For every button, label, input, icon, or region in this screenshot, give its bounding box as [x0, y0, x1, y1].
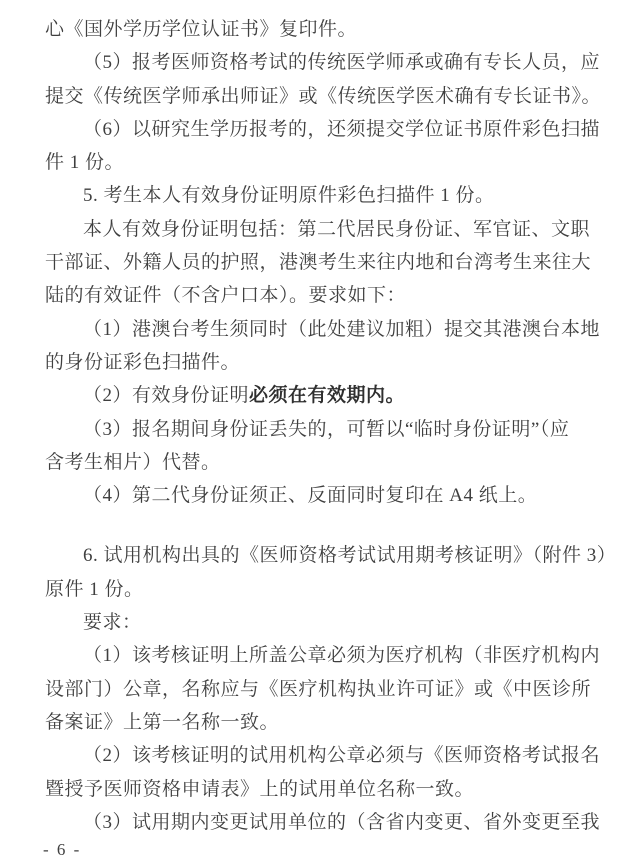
text-line-content: （3）试用期内变更试用单位的（含省内变更、省外变更至我 — [83, 811, 601, 833]
text-line — [45, 80, 602, 113]
text-line — [45, 413, 591, 446]
text-line — [45, 806, 601, 839]
text-line-content: 原件 1 份。 — [45, 578, 144, 600]
text-line — [45, 13, 591, 46]
document-body — [45, 13, 617, 839]
text-line — [45, 279, 591, 312]
text-line-content: 暨授予医师资格申请表》上的试用单位名称一致。 — [45, 778, 475, 800]
text-line-content: （1）港澳台考生须同时（此处建议加粗）提交其港澳台本地 — [83, 318, 601, 340]
text-line — [45, 146, 591, 179]
text-line — [45, 46, 601, 79]
text-line-content: 的身份证彩色扫描件。 — [45, 351, 241, 373]
text-line-content: （2）有效身份证明 — [83, 385, 250, 407]
text-line-content: （1）该考核证明上所盖公章必须为医疗机构（非医疗机构内 — [83, 645, 601, 667]
text-line-content: 备案证》上第一名称一致。 — [45, 711, 280, 733]
text-line-content: （6）以研究生学历报考的，还须提交学位证书原件彩色扫描 — [83, 118, 601, 140]
text-line-content: 含考生相片）代替。 — [45, 451, 221, 473]
text-line-content: 设部门）公章，名称应与《医疗机构执业许可证》或《中医诊所 — [45, 678, 592, 700]
text-line — [45, 113, 601, 146]
text-line-content: 心《国外学历学位认证书》复印件。 — [45, 19, 358, 40]
text-line-content: 件 1 份。 — [45, 152, 125, 174]
text-line-content: （5）报考医师资格考试的传统医学师承或确有专长人员，应 — [83, 52, 601, 74]
text-line — [45, 739, 601, 772]
text-line — [45, 379, 591, 412]
text-line-content: 陆的有效证件（不含户口本）。要求如下： — [45, 285, 407, 307]
text-line-content: （2）该考核证明的试用机构公章必须与《医师资格考试报名 — [83, 745, 601, 767]
text-line — [45, 673, 591, 706]
text-line — [45, 179, 591, 212]
text-line — [45, 246, 591, 279]
text-line — [45, 639, 601, 672]
text-line-content: 提交《传统医学师承出师证》或《传统医学医术确有专长证书》。 — [45, 85, 602, 107]
text-line — [45, 313, 601, 346]
text-line-bold-content: 必须在有效期内。 — [249, 385, 406, 407]
text-line — [45, 773, 591, 806]
text-line — [45, 706, 591, 739]
text-line-content: （4）第二代身份证须正、反面同时复印在 A4 纸上。 — [83, 485, 538, 507]
text-line — [45, 346, 591, 379]
text-line — [45, 573, 591, 606]
text-line — [45, 479, 591, 512]
text-line — [45, 606, 591, 639]
text-line-content: 本人有效身份证明包括：第二代居民身份证、军官证、文职 — [83, 218, 591, 240]
text-line-content: 6. 试用机构出具的《医师资格考试试用期考核证明》（附件 3） — [83, 545, 617, 567]
text-line — [45, 213, 591, 246]
text-line-content: 要求： — [83, 612, 142, 634]
text-line-content: （3）报名期间身份证丢失的，可暂以“临时身份证明”（应 — [83, 418, 570, 440]
page-number: - 6 - — [43, 840, 82, 859]
text-line-content: 5. 考生本人有效身份证明原件彩色扫描件 1 份。 — [83, 185, 495, 207]
text-line — [45, 539, 617, 572]
text-line — [45, 446, 591, 479]
text-line-content: 干部证、外籍人员的护照，港澳考生来往内地和台湾考生来往大 — [45, 252, 592, 274]
